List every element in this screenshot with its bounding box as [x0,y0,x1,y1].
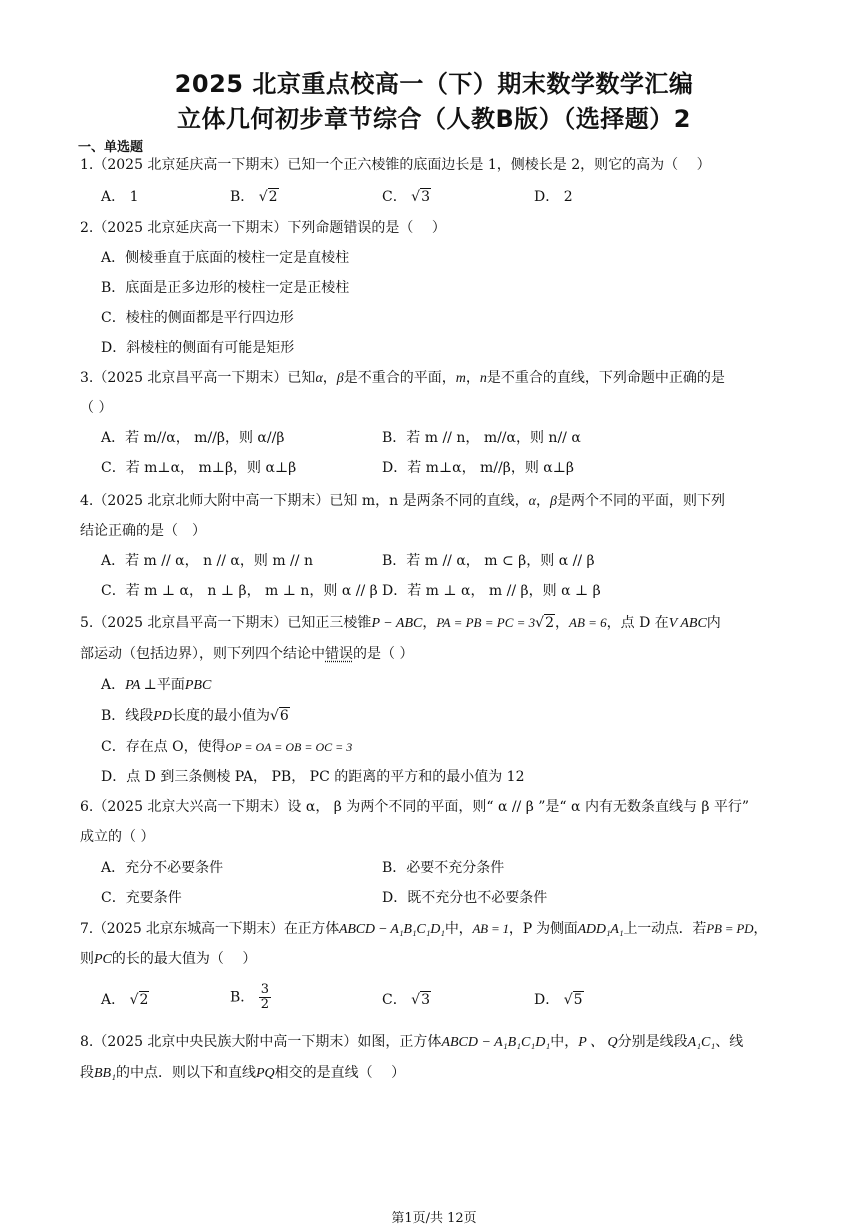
question-4-stem-line2: 结论正确的是（ ） [80,523,206,539]
question-5-stem-line2: 部运动（包括边界），则下列四个结论中错误的是（ ） [80,646,414,662]
question-6-stem-line2: 成立的（ ） [80,829,155,845]
q5-option-b: B．线段PD长度的最小值为√6 [101,708,289,724]
question-5-stem: 5.（2025 北京昌平高一下期末）已知正三棱锥P − ABC，PA = PB = PC = 3√2，AB = 6，点 D 在V ABC内 [80,615,721,631]
q3-option-c: C．若 m⊥α， m⊥β，则 α⊥β [101,460,297,476]
q6-option-a: A．充分不必要条件 [101,860,224,876]
q3-option-a: A．若 m//α， m//β，则 α//β [101,430,285,446]
q7-option-b: B． $\frac{3}{2}$ [230,982,270,1012]
q2-option-a: A．侧棱垂直于底面的棱柱一定是直棱柱 [101,250,350,266]
q2-option-c: C．棱柱的侧面都是平行四边形 [101,310,294,326]
q7-option-c: C． √3 [382,992,431,1008]
q6-option-d: D．既不充分也不必要条件 [382,890,548,906]
q3-option-b: B．若 m // n， m//α，则 n// α [382,430,581,446]
q1-option-c: C． √3 [382,189,431,205]
q5-option-d: D．点 D 到三条侧棱 PA， PB， PC 的距离的平方和的最小值为 12 [101,769,525,785]
q6-option-c: C．充要条件 [101,890,182,906]
question-8-stem-line2: 段BB₁的中点．则以下和直线PQ相交的是直线（ ） [80,1065,406,1081]
page-title-line2: 立体几何初步章节综合（人教B版）（选择题）2 [177,105,691,133]
q4-option-c: C．若 m ⊥ α， n ⊥ β， m ⊥ n，则 α // β [101,583,378,599]
section-heading: 一、单选题 [78,140,144,155]
q5-option-a: A．PA ⊥平面PBC [101,677,212,693]
q1-option-b: B． √2 [230,189,278,205]
question-2-stem: 2.（2025 北京延庆高一下期末）下列命题错误的是（ ） [80,220,446,236]
question-8-stem: 8.（2025 北京中央民族大附中高一下期末）如图，正方体ABCD − A₁B₁C₁D₁中，P 、 Q分别是线段A₁C₁、线 [80,1034,744,1050]
question-4-stem: 4.（2025 北京北师大附中高一下期末）已知 m，n 是两条不同的直线，α，β是两个不同的平面，则下列 [80,493,725,509]
question-7-stem-line2: 则PC的长的最大值为（ ） [80,951,257,967]
q2-option-b: B．底面是正多边形的棱柱一定是正棱柱 [101,280,350,296]
question-1-stem: 1.（2025 北京延庆高一下期末）已知一个正六棱锥的底面边长是 1，侧棱长是 2，则它的高为（ ） [80,157,711,173]
question-7-stem: 7.（2025 北京东城高一下期末）在正方体ABCD − A₁B₁C₁D₁中，AB = 1，P 为侧面ADD₁A₁上一动点．若PB = PD， [80,921,768,937]
question-3-stem: 3.（2025 北京昌平高一下期末）已知α，β是不重合的平面，m，n是不重合的直线，下列命题中正确的是 [80,370,725,386]
question-6-stem: 6.（2025 北京大兴高一下期末）设 α， β 为两个不同的平面，则“ α // β ”是“ α 内有无数条直线与 β 平行” [80,799,750,815]
q3-option-d: D．若 m⊥α， m//β，则 α⊥β [382,460,574,476]
q5-option-c: C．存在点 O，使得OP = OA = OB = OC = 3 [101,739,353,755]
q4-option-b: B．若 m // α， m ⊂ β，则 α // β [382,553,595,569]
q1-option-a: A． 1 [101,189,139,205]
q1-option-d: D． 2 [534,189,573,205]
page-footer: 第1页/共 12页 [391,1211,477,1226]
q4-option-d: D．若 m ⊥ α， m // β，则 α ⊥ β [382,583,601,599]
page-title-line1: 2025 北京重点校高一（下）期末数学数学汇编 [174,70,694,98]
q6-option-b: B．必要不充分条件 [382,860,505,876]
q7-option-a: A． √2 [101,992,149,1008]
q4-option-a: A．若 m // α， n // α，则 m // n [101,553,313,569]
question-3-stem-line2: （ ） [80,400,113,416]
q7-option-d: D． √5 [534,992,583,1008]
q2-option-d: D．斜棱柱的侧面有可能是矩形 [101,340,295,356]
